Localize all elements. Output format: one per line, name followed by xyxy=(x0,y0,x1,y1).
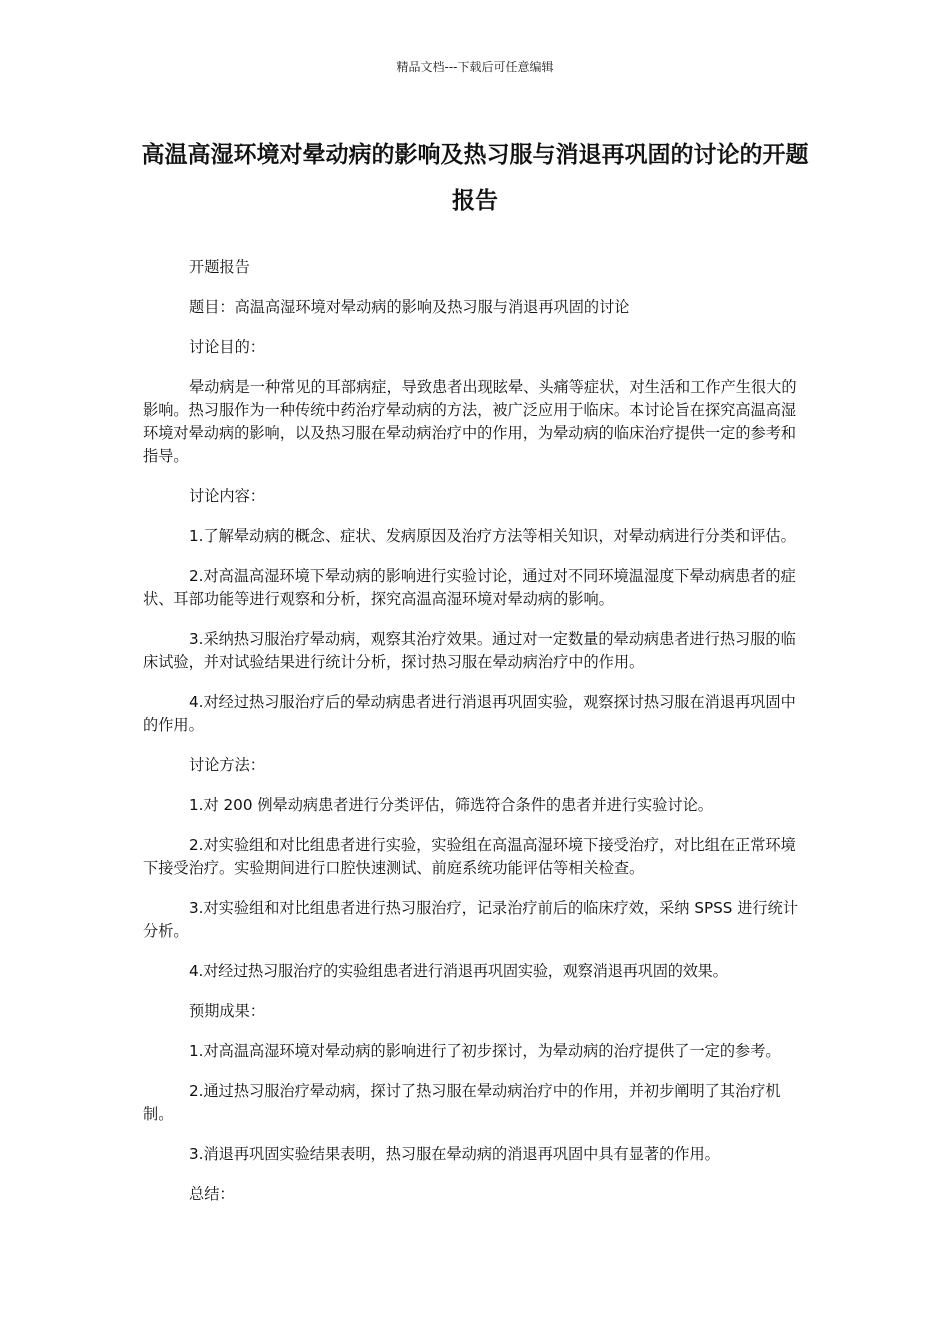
paragraph-content-3: 3.采纳热习服治疗晕动病，观察其治疗效果。通过对一定数量的晕动病患者进行热习服的临床试验，并对试验结果进行统计分析，探讨热习服在晕动病治疗中的作用。 xyxy=(143,630,796,671)
paragraph-method-4: 4.对经过热习服治疗的实验组患者进行消退再巩固实验，观察消退再巩固的效果。 xyxy=(189,962,728,980)
section-heading-purpose: 讨论目的： xyxy=(189,338,265,356)
section-heading-results: 预期成果： xyxy=(189,1002,265,1020)
paragraph-content-2: 2.对高温高湿环境下晕动病的影响进行实验讨论，通过对不同环境温湿度下晕动病患者的症状、耳部功能等进行观察和分析，探究高温高湿环境对晕动病的影响。 xyxy=(143,567,796,608)
paragraph-method-1: 1.对 200 例晕动病患者进行分类评估，筛选符合条件的患者并进行实验讨论。 xyxy=(189,796,713,814)
document-title: 高温高湿环境对晕动病的影响及热习服与消退再巩固的讨论的开题报告 xyxy=(141,142,809,214)
section-heading-content: 讨论内容： xyxy=(189,487,265,505)
paragraph-purpose: 晕动病是一种常见的耳部病症，导致患者出现眩晕、头痛等症状，对生活和工作产生很大的影响。热习服作为一种传统中药治疗晕动病的方法，被广泛应用于临床。本讨论旨在探究高温高湿环境对晕动病的影响，以及热习服在晕动病治疗中的作用，为晕动病的临床治疗提供一定的参考和指导。 xyxy=(143,378,797,465)
header-note: 精品文档---下载后可任意编辑 xyxy=(396,60,554,74)
paragraph-result-2: 2.通过热习服治疗晕动病，探讨了热习服在晕动病治疗中的作用，并初步阐明了其治疗机制。 xyxy=(143,1082,781,1123)
section-heading-summary: 总结： xyxy=(189,1185,235,1203)
section-heading-method: 讨论方法： xyxy=(189,756,265,774)
paragraph-method-2: 2.对实验组和对比组患者进行实验，实验组在高温高湿环境下接受治疗，对比组在正常环境下接受治疗。实验期间进行口腔快速测试、前庭系统功能评估等相关检查。 xyxy=(143,836,796,877)
paragraph-label-report: 开题报告 xyxy=(189,258,250,276)
paragraph-content-4: 4.对经过热习服治疗后的晕动病患者进行消退再巩固实验，观察探讨热习服在消退再巩固中的作用。 xyxy=(143,693,796,734)
paragraph-result-1: 1.对高温高湿环境对晕动病的影响进行了初步探讨，为晕动病的治疗提供了一定的参考。 xyxy=(189,1042,781,1060)
paragraph-topic: 题目：高温高湿环境对晕动病的影响及热习服与消退再巩固的讨论 xyxy=(189,298,630,316)
paragraph-result-3: 3.消退再巩固实验结果表明，热习服在晕动病的消退再巩固中具有显著的作用。 xyxy=(189,1145,720,1163)
paragraph-method-3: 3.对实验组和对比组患者进行热习服治疗，记录治疗前后的临床疗效，采纳 SPSS 进行统计分析。 xyxy=(143,899,798,940)
paragraph-content-1: 1.了解晕动病的概念、症状、发病原因及治疗方法等相关知识，对晕动病进行分类和评估。 xyxy=(189,527,796,545)
document-body xyxy=(143,256,810,1223)
